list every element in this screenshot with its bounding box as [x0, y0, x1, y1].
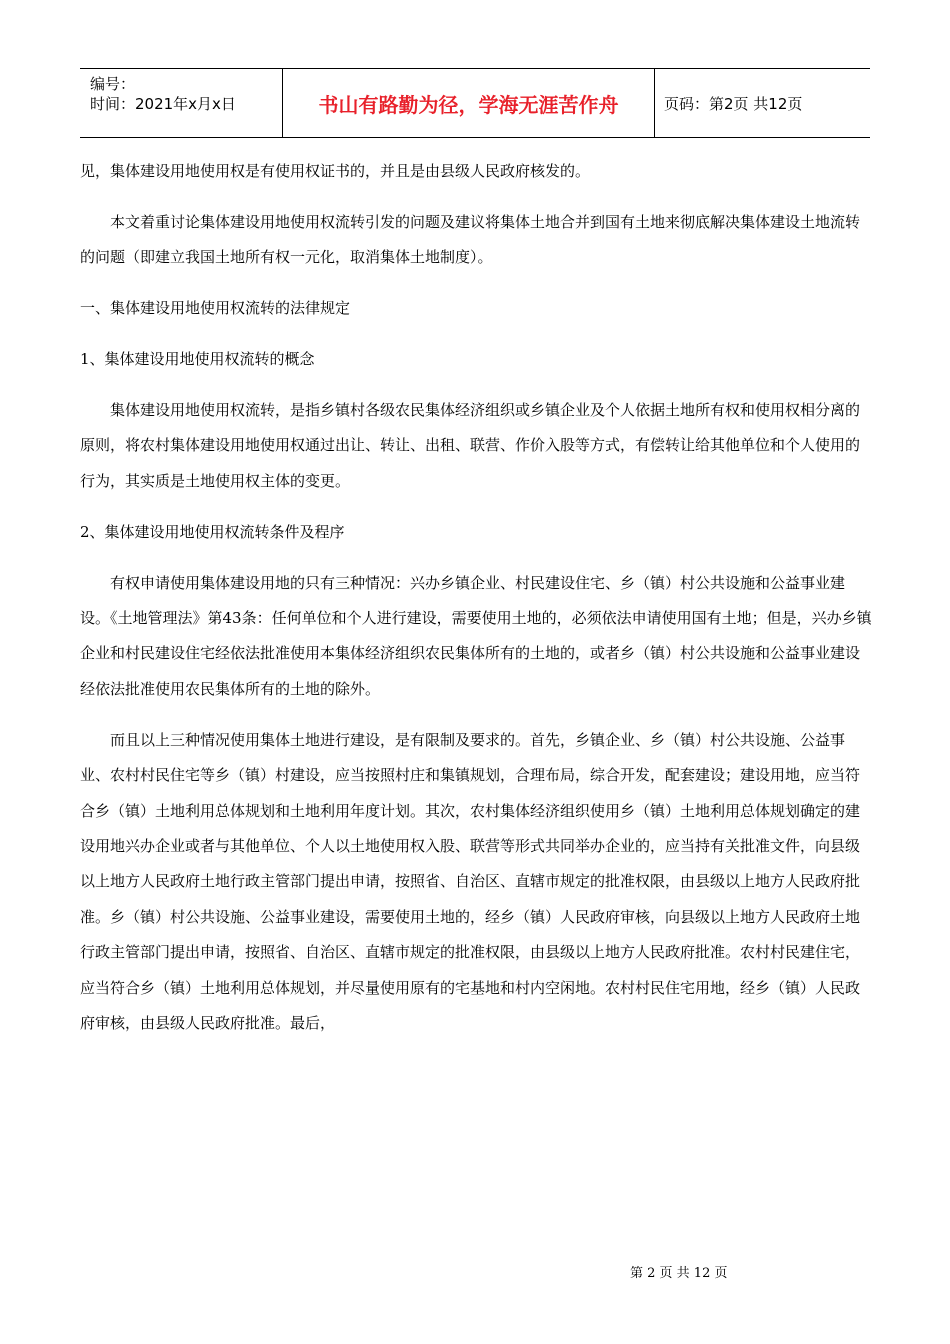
page-footer: 第 2 页 共 12 页 [630, 1266, 728, 1281]
header-motto: 书山有路勤为径，学海无涯苦作舟 [283, 69, 655, 137]
body-paragraph: 本文着重讨论集体建设用地使用权流转引发的问题及建议将集体土地合并到国有土地来彻底解决集体建设土地流转的问题（即建立我国土地所有权一元化，取消集体土地制度）。 [80, 212, 861, 267]
document-date-label: 时间：2021年x月x日 [90, 95, 236, 113]
subsection-heading: 2、集体建设用地使用权流转条件及程序 [80, 522, 345, 541]
subsection-heading: 1、集体建设用地使用权流转的概念 [80, 350, 315, 369]
body-paragraph: 集体建设用地使用权流转，是指乡镇村各级农民集体经济组织或乡镇企业及个人依据土地所有权和使用权相分离的原则，将农村集体建设用地使用权通过出让、转让、出租、联营、作价入股等方式，有偿转让给其他单位和个人使用的行为，其实质是土地使用权主体的变更。 [80, 401, 861, 490]
body-paragraph: 有权申请使用集体建设用地的只有三种情况：兴办乡镇企业、村民建设住宅、乡（镇）村公共设施和公益事业建设。《土地管理法》第43条：任何单位和个人进行建设，需要使用土地的，必须依法申请使用国有土地；但是，兴办乡镇企业和村民建设住宅经依法批准使用本集体经济组织农民集体所有的土地的，或者乡（镇）村公共设施和公益事业建设经依法批准使用农民集体所有的土地的除外。 [80, 573, 872, 698]
header-page-code: 页码：第2页 共12页 [664, 94, 803, 113]
body-paragraph: 而且以上三种情况使用集体土地进行建设，是有限制及要求的。首先，乡镇企业、乡（镇）村公共设施、公益事业、农村村民住宅等乡（镇）村建设，应当按照村庄和集镇规划，合理布局，综合开发，配套建设；建设用地，应当符合乡（镇）土地利用总体规划和土地利用年度计划。其次，农村集体经济组织使用乡（镇）土地利用总体规划确定的建设用地兴办企业或者与其他单位、个人以土地使用权入股、联营等形式共同举办企业的，应当持有关批准文件，向县级以上地方人民政府土地行政主管部门提出申请，按照省、自治区、直辖市规定的批准权限，由县级以上地方人民政府批准。乡（镇）村公共设施、公益事业建设，需要使用土地的，经乡（镇）人民政府审核，向县级以上地方人民政府土地行政主管部门提出申请，按照省、自治区、直辖市规定的批准权限，由县级以上地方人民政府批准。农村村民建住宅，应当符合乡（镇）土地利用总体规划，并尽量使用原有的宅基地和村内空闲地。农村村民住宅用地，经乡（镇）人民政府审核，由县级人民政府批准。最后， [80, 730, 861, 1033]
body-paragraph: 见，集体建设用地使用权是有使用权证书的，并且是由县级人民政府核发的。 [80, 162, 591, 180]
section-heading: 一、集体建设用地使用权流转的法律规定 [80, 299, 351, 318]
header-info-cell [80, 69, 283, 137]
document-number-label: 编号： [90, 75, 136, 93]
document-body [80, 154, 872, 1057]
document-header [80, 68, 870, 138]
